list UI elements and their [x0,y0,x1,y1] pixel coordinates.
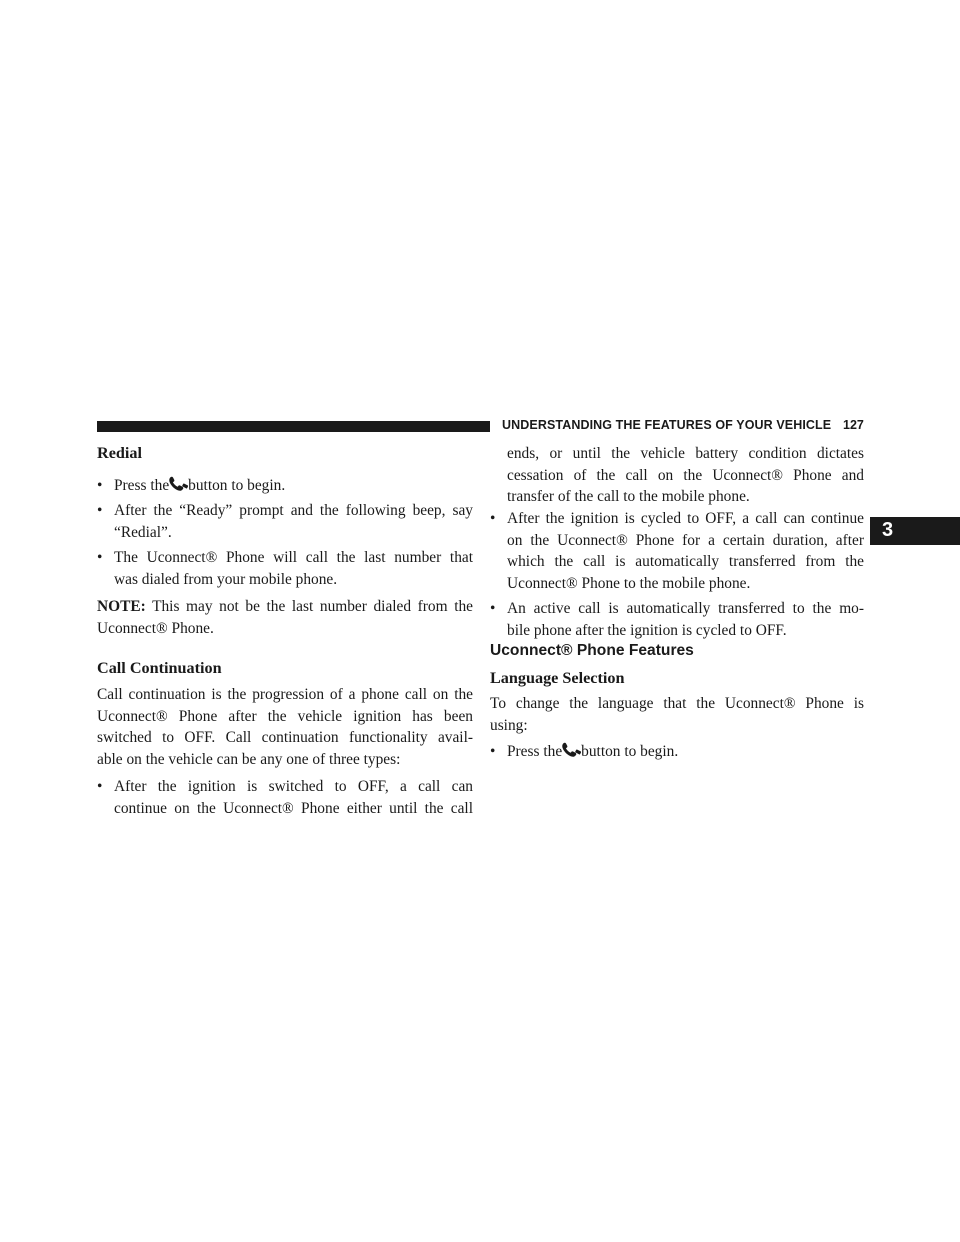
continuation-bullet-1: • After the ignition is switched to OFF, a call can continue on the Uconnect® Phone either until the call [97,778,473,817]
redial-note: NOTE: This may not be the last number dialed from the Uconnect® Phone. [97,598,473,637]
bullet-dot: • [97,549,103,566]
bullet-dot: • [97,778,103,795]
chapter-tab [870,517,960,545]
bullet-text: button to begin. [188,477,286,494]
header-rule [97,421,490,432]
language-bullet-press [490,741,864,763]
call-continuation-heading: Call Continuation [97,659,222,677]
phone-icon [562,742,581,757]
language-paragraph: To change the language that the Uconnect® Phone is using: [490,695,864,734]
bullet-dot: • [490,743,496,760]
chapter-tab-number: 3 [882,519,894,541]
language-selection-heading: Language Selection [490,669,625,687]
redial-bullet-press [97,475,473,497]
continuation-bullet-2: • After the ignition is cycled to OFF, a call can continue on the Uconnect® Phone for a certain duration, after which the call is automatically transferred from the Uconnect® Phone to the mobile phone. [490,510,864,592]
continuation-bullet-1-cont: ends, or until the vehicle battery condition dictates cessation of the call on the Uconnect® Phone and transfer of the call to the mobile phone. [507,445,864,505]
call-continuation-paragraph: Call continuation is the progression of a phone call on the Uconnect® Phone after the vehicle ignition has been switched to OFF. Call continuation functionality avail- able on the vehicle can be any one of three types: [97,686,473,768]
running-header: UNDERSTANDING THE FEATURES OF YOUR VEHICLE [502,418,832,432]
bullet-dot: • [97,502,103,519]
phone-icon [169,476,188,491]
bullet-text: button to begin. [581,743,679,760]
features-heading: Uconnect® Phone Features [490,642,694,659]
redial-heading: Redial [97,444,142,462]
note-label: NOTE: [97,598,146,615]
bullet-dot: • [490,600,496,617]
bullet-text: Press the [507,743,563,760]
page-number: 127 [843,418,864,432]
bullet-text: Press the [114,477,170,494]
continuation-bullet-3: • An active call is automatically transferred to the mo- bile phone after the ignition is cycled to OFF. [490,600,864,639]
bullet-dot: • [97,477,103,494]
redial-bullet-uconnect: • The Uconnect® Phone will call the last number that was dialed from your mobile phone. [97,549,473,588]
redial-bullet-ready: • After the “Ready” prompt and the following beep, say “Redial”. [97,502,473,541]
bullet-dot: • [490,510,496,527]
